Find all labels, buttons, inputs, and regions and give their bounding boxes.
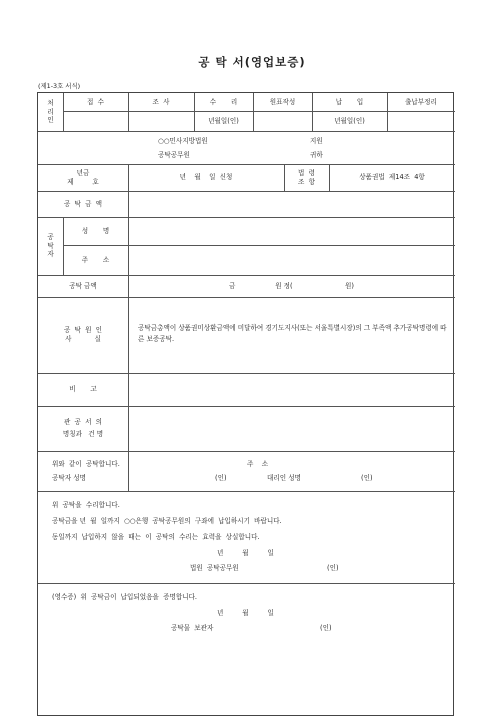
court-official: 공탁공무원: [158, 151, 190, 159]
rule: [38, 491, 455, 492]
deposit-cause-label: 공 탁 원 인 사 실: [63, 326, 103, 343]
accept-seal: (인): [327, 564, 339, 572]
rule: [38, 451, 455, 452]
process-label: 처 리 인: [47, 98, 54, 125]
rule: [63, 111, 455, 112]
depositor-label: 공 탁 자: [47, 232, 54, 259]
law-article-label: 법 령 조 항: [298, 168, 315, 186]
apply-address-label: 주 소: [247, 460, 269, 468]
rule: [128, 217, 129, 275]
depositor-address-label: 주 소: [81, 255, 110, 264]
application-date: 년 월 일 신청: [179, 173, 233, 182]
receipt-statement: (영수증) 위 공탁금이 납입되었음을 증명합니다.: [52, 593, 198, 601]
court-name: ○○민사지방법원: [158, 137, 208, 145]
apply-statement: 위와 같이 공탁합니다.: [52, 460, 120, 468]
process-header-accepted: 수 리: [209, 97, 238, 106]
accept-warning: 동일까지 납입하지 않을 때는 이 공탁의 수리는 효력을 상실합니다.: [52, 533, 260, 541]
accept-official: 법원 공탁공무원: [190, 564, 239, 572]
deposit-amount-label: 공 탁 금 액: [63, 199, 103, 208]
process-date-payment: 년월일(인): [334, 116, 365, 125]
process-header-received: 접 수: [87, 97, 104, 106]
document-title: 공 탁 서(영업보증): [198, 55, 306, 69]
rule: [128, 297, 129, 491]
depositor-name-label: 성 명: [81, 226, 110, 235]
court-honorific: 귀하: [310, 151, 323, 159]
apply-agent-seal: (인): [361, 474, 373, 482]
process-header-examined: 조 사: [152, 97, 170, 106]
office-label: 관 공 서 의 명칭과 건 명: [62, 418, 104, 438]
case-number-label: 년금 제 호: [67, 168, 99, 186]
apply-depositor-name: 공탁자 성명: [52, 474, 86, 482]
receipt-date: 년 월 일: [217, 609, 274, 617]
accept-statement: 위 공탁을 수리합니다.: [52, 501, 120, 509]
process-header-cashbook: 출납부정리: [405, 97, 437, 106]
deposit-sum-text: 금 원 정( 원): [229, 281, 354, 290]
accept-date: 년 월 일: [217, 549, 274, 557]
rule: [38, 583, 455, 584]
receipt-keeper: 공탁물 보관자: [171, 624, 214, 632]
rule: [38, 131, 455, 132]
apply-depositor-seal: (인): [215, 474, 227, 482]
process-header-ledger: 원표작성: [269, 97, 296, 106]
remark-label: 비 고: [69, 385, 97, 394]
form-code: (제1-3호 서식): [38, 82, 81, 90]
deposit-sum-label: 공탁 금액: [69, 281, 97, 290]
apply-agent-name: 대리인 성명: [267, 474, 301, 482]
process-date-accepted: 년월일(인): [208, 116, 239, 125]
court-branch: 지원: [310, 137, 323, 145]
accept-instruction: 공탁금을 년 월 일까지 ○○은행 공탁공무원의 구좌에 납입하시기 바랍니다.: [52, 517, 282, 525]
process-header-payment: 납 입: [335, 97, 364, 106]
deposit-cause-text: 공탁금총액이 상품권미상환금액에 미달하여 경기도지사(또는 서울특별시장)의 그 부족액 추가공탁명령에 따른 보증공탁.: [138, 324, 447, 343]
law-article-value: 상품권법 제14조 4항: [359, 173, 425, 182]
deposit-form: [37, 92, 454, 716]
receipt-seal: (인): [320, 624, 332, 632]
rule: [128, 191, 129, 217]
